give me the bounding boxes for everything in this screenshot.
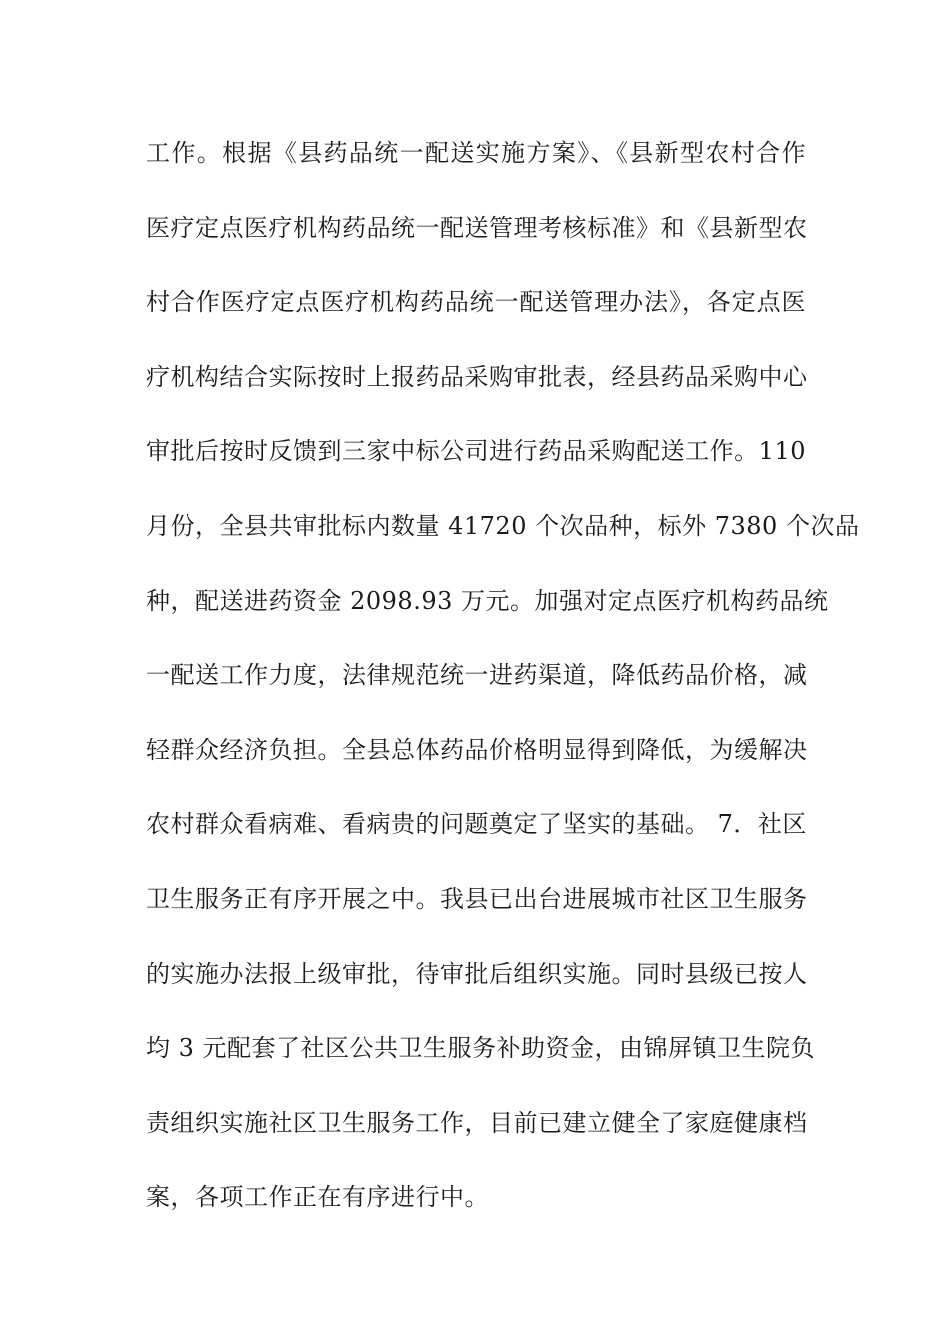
text-line: 责组织实施社区卫生服务工作，目前已建立健全了家庭健康档 bbox=[146, 1108, 808, 1137]
text-line: 医疗定点医疗机构药品统一配送管理考核标准》和《县新型农 bbox=[146, 213, 808, 242]
text-line: 工作。根据《县药品统一配送实施方案》、《县新型农村合作 bbox=[146, 139, 806, 167]
text-line: 审批后按时反馈到三家中标公司进行药品采购配送工作。110 bbox=[146, 437, 806, 466]
text-line: 疗机构结合实际按时上报药品采购审批表，经县药品采购中心 bbox=[146, 362, 808, 391]
text-line: 案，各项工作正在有序进行中。 bbox=[146, 1183, 489, 1212]
text-line: 一配送工作力度，法律规范统一进药渠道，降低药品价格，减 bbox=[146, 661, 808, 690]
text-line: 轻群众经济负担。全县总体药品价格明显得到降低，为缓解决 bbox=[146, 735, 808, 764]
text-line: 月份，全县共审批标内数量 41720 个次品种，标外 7380 个次品 bbox=[146, 511, 860, 540]
text-line: 种，配送进药资金 2098.93 万元。加强对定点医疗机构药品统 bbox=[146, 586, 829, 615]
text-line: 农村群众看病难、看病贵的问题奠定了坚实的基础。 7．社区 bbox=[146, 810, 807, 839]
text-line: 卫生服务正有序开展之中。我县已出台进展城市社区卫生服务 bbox=[146, 884, 808, 913]
text-line: 均 3 元配套了社区公共卫生服务补助资金，由锦屏镇卫生院负 bbox=[146, 1034, 816, 1063]
body-text bbox=[146, 128, 860, 1247]
text-line: 村合作医疗定点医疗机构药品统一配送管理办法》，各定点医 bbox=[146, 288, 806, 317]
text-line: 的实施办法报上级审批，待审批后组织实施。同时县级已按人 bbox=[146, 959, 808, 988]
